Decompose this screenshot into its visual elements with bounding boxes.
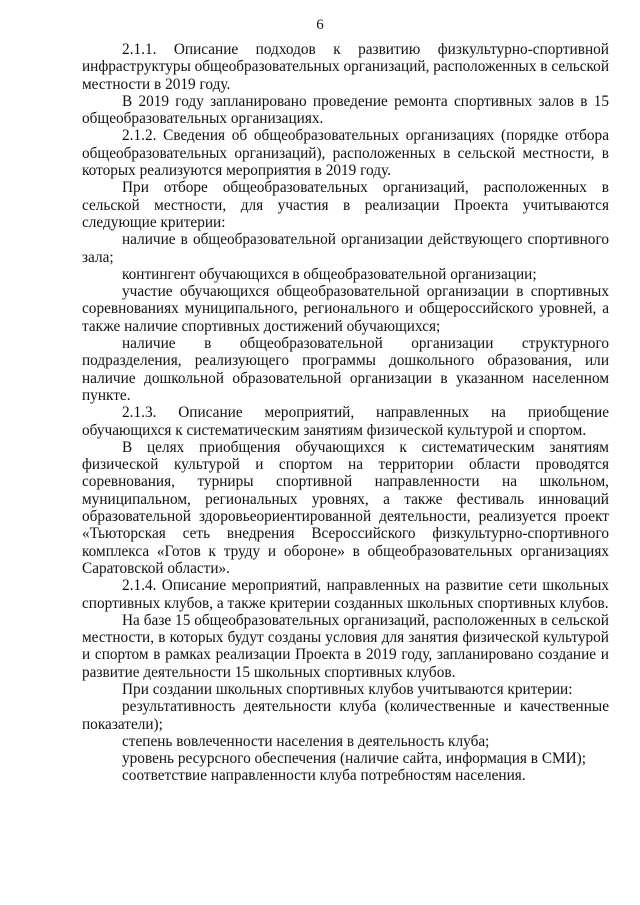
paragraph-2-1-2: 2.1.2. Сведения об общеобразовательных организациях (порядке отбора общеобразовательных организаций), расположенных в сельской местности, в которых реализуются мероприятия в 2019 году. [82, 127, 609, 180]
criterion-resources: уровень ресурсного обеспечения (наличие сайта, информация в СМИ); [122, 750, 587, 768]
paragraph-clubs-plan: На базе 15 общеобразовательных организаций, расположенных в сельской местности, в которых будут созданы условия для занятия физической культурой и спортом в рамках реализации Проекта в 2019 году, запланировано создание и развитие деятельности 15 школьных спортивных клубов. [82, 611, 609, 681]
paragraph-club-criteria-intro: При создании школьных спортивных клубов учитываются критерии: [122, 680, 573, 698]
paragraph-repair-plan: В 2019 году запланировано проведение ремонта спортивных залов в 15 общеобразовательных организациях. [82, 92, 609, 128]
criterion-needs: соответствие направленности клуба потребностям населения. [122, 767, 526, 785]
criterion-effectiveness: результативность деятельности клуба (количественные и качественные показатели); [82, 698, 609, 733]
paragraph-2-1-3: 2.1.3. Описание мероприятий, направленных на приобщение обучающихся к систематическим занятиям физической культурой и спортом. [82, 404, 609, 439]
paragraph-events: В целях приобщения обучающихся к систематическим занятиям физической культурой и спортом на территории области проводятся соревнования, турниры спортивной направленности на школьном, муниципальном, региональных уровнях, а также фестиваль инноваций образовательной здоровьеориентированной деятельности, реализуется проект «Тьюторская сеть внедрения Всероссийского физкультурно-спортивного комплекса «Готов к труду и обороне» в общеобразовательных организациях Саратовской области». [82, 438, 609, 577]
criterion-contingent: контингент обучающихся в общеобразовательной организации; [122, 265, 537, 283]
paragraph-2-1-1: 2.1.1. Описание подходов к развитию физкультурно-спортивной инфраструктуры общеобразовательных организаций, расположенных в сельской местности в 2019 году. [82, 41, 610, 93]
page-number: 6 [316, 17, 324, 33]
criterion-competitions: участие обучающихся общеобразовательной организации в спортивных соревнованиях муниципального, регионального и общероссийского уровней, а также наличие спортивных достижений обучающихся; [82, 283, 609, 335]
criterion-sports-hall: наличие в общеобразовательной организации действующего спортивного зала; [82, 231, 609, 266]
paragraph-selection-intro: При отборе общеобразовательных организаций, расположенных в сельской местности, для участия в реализации Проекта учитываются следующие критерии: [82, 179, 609, 231]
document-body [82, 41, 609, 785]
criterion-involvement: степень вовлеченности населения в деятельность клуба; [122, 732, 490, 750]
paragraph-2-1-4: 2.1.4. Описание мероприятий, направленных на развитие сети школьных спортивных клубов, а также критерии созданных школьных спортивных клубов. [82, 577, 609, 612]
criterion-preschool: наличие в общеобразовательной организации структурного подразделения, реализующего программы дошкольного образования, или наличие дошкольной образовательной организации в указанном населенном пункте. [82, 335, 609, 404]
